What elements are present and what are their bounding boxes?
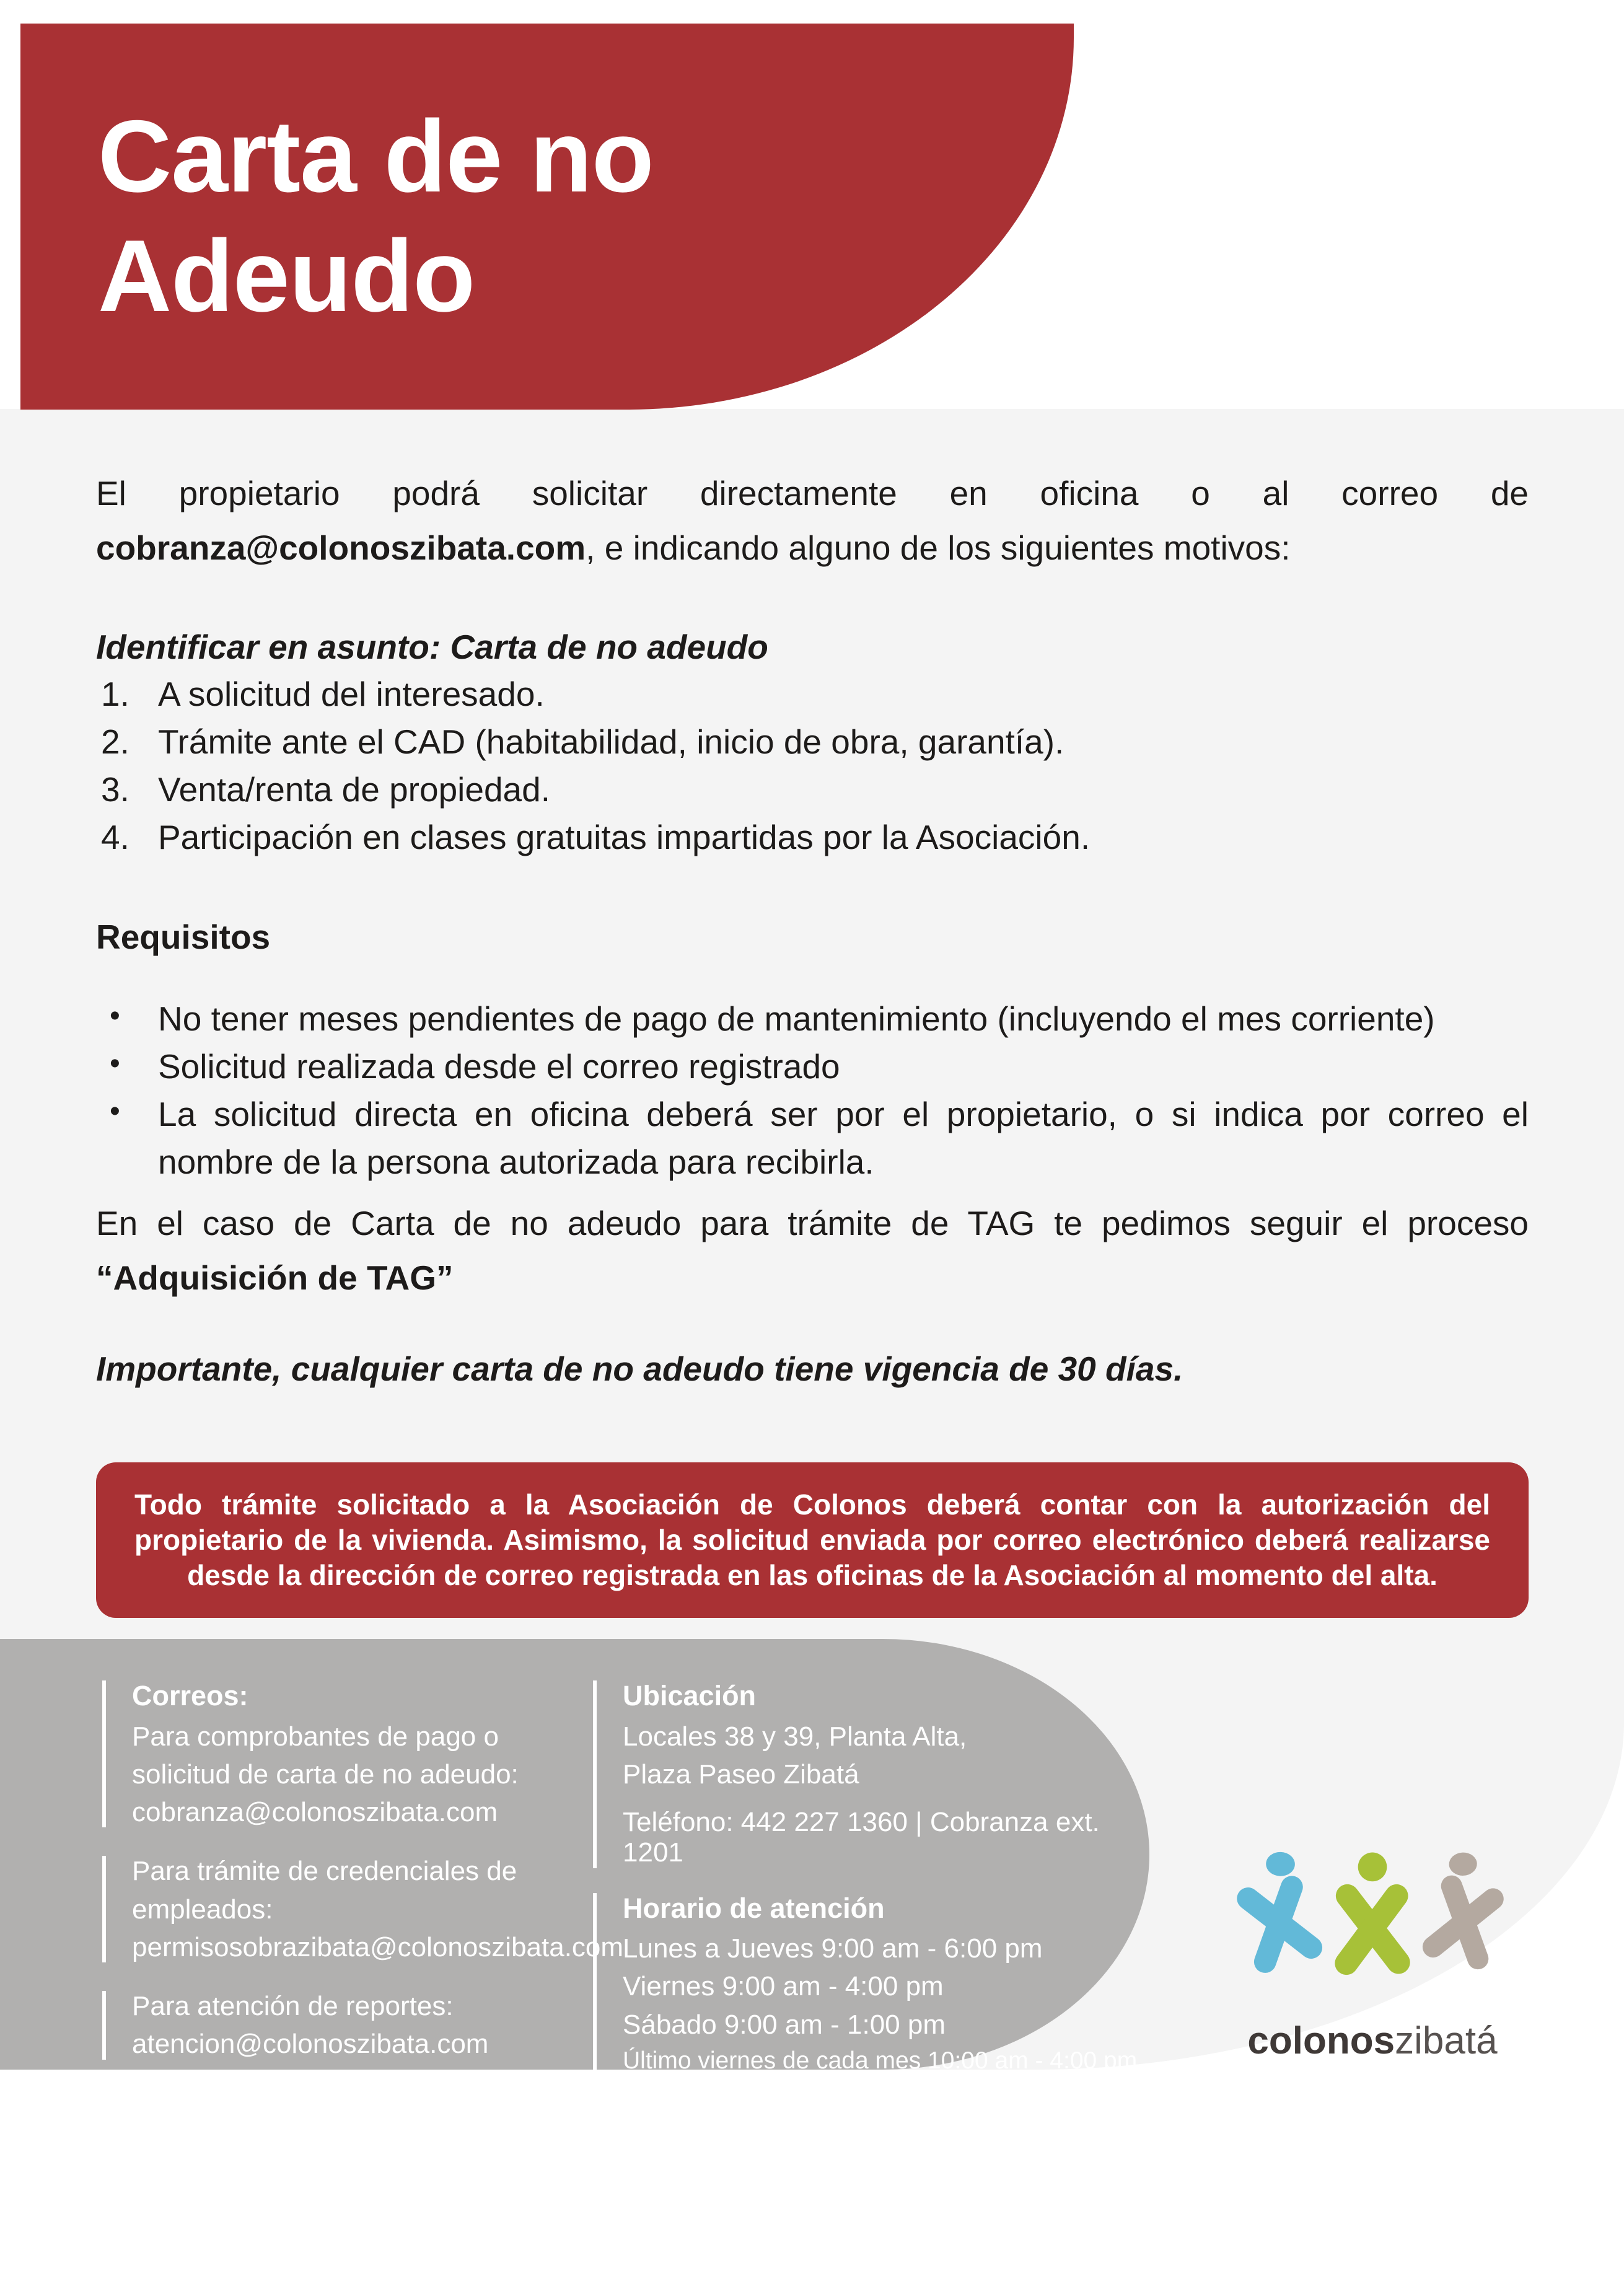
logo-text-colonos: colonos: [1247, 2019, 1395, 2062]
whatsapp-line: App Zibatá: 442 342 1807: [623, 2177, 937, 2208]
logo-figure-blue-icon: [1236, 1844, 1322, 1962]
logo-text-zibata: zibatá: [1395, 2019, 1498, 2062]
motivos-list: [96, 670, 1529, 861]
horario-line: Último viernes de cada mes 10:00 am - 4:00 pm: [623, 2047, 1138, 2074]
motivo-item: Venta/renta de propiedad.: [158, 770, 551, 809]
motivo-item: Trámite ante el CAD (habitabilidad, inicio de obra, garantía).: [158, 723, 1064, 761]
correos-line: mudanza: contacto@colonoszibata.com: [132, 2125, 489, 2187]
intro-paragraph: [96, 466, 1529, 575]
correos-line: Para trámite de credenciales de: [132, 1856, 517, 1887]
header-banner: [20, 24, 1074, 410]
whatsapp-line: Cobranza: 442 680 0364: [623, 2140, 923, 2171]
motivo-item: Participación en clases gratuitas impartidas por la Asociación.: [158, 818, 1091, 856]
tag-bold: “Adquisición de TAG”: [96, 1258, 454, 1297]
importante-line: Importante, cualquier carta de no adeudo tiene vigencia de 30 días.: [96, 1350, 1183, 1388]
correos-line: Para solicitud de autorización de: [132, 2088, 526, 2119]
notice-box: Todo trámite solicitado a la Asociación de Colonos deberá contar con la autorización del propietario de la vivienda. Asimismo, la solicitud enviada por correo electrónico deberá realizarse desde la dirección de correo registrada en las oficinas de la Asociación al momento del alta.: [96, 1462, 1529, 1618]
footer-reportes-section: [102, 1991, 579, 2060]
footer-horario-section: [593, 1893, 1151, 2075]
requisito-item: • No tener meses pendientes de pago de mantenimiento (incluyendo el mes corriente): [96, 995, 1529, 1043]
horario-line: Sábado 9:00 am - 1:00 pm: [623, 2009, 946, 2040]
correos-line: cobranza@colonoszibata.com: [132, 1797, 498, 1828]
logo-figure-taupe-icon: [1423, 1845, 1506, 1960]
intro-text-post: , e indicando alguno de los siguientes motivos:: [586, 529, 1291, 567]
ubicacion-title: Ubicación: [623, 1680, 757, 1711]
logo-figures-icon: [1227, 1834, 1518, 2008]
correos-line: empleados:: [132, 1894, 273, 1925]
requisito-item: • La solicitud directa en oficina deberá ser por el propietario, o si indica por correo el nombre de la persona autorizada para recibirla.: [96, 1091, 1529, 1186]
footer-correos-section: [102, 1680, 579, 1827]
horario-line: Viernes 9:00 am - 4:00 pm: [623, 1971, 944, 2002]
correos-title: Correos:: [132, 1680, 248, 1711]
requisitos-title: Requisitos: [96, 918, 271, 956]
footer-mudanza-section: [102, 2088, 579, 2187]
logo-figure-green-icon: [1346, 1853, 1398, 1964]
correos-line: permisosobrazibata@colonoszibata.com: [132, 1931, 624, 1962]
requisitos-list: [96, 995, 1529, 1186]
horario-title: Horario de atención: [623, 1892, 885, 1924]
whatsapp-title: WhatsApp: [623, 2098, 761, 2130]
footer-credenciales-section: [102, 1856, 624, 1962]
page-title-line1: Carta de no: [98, 99, 654, 213]
intro-text-pre: El propietario podrá solicitar directamente en oficina o al correo de: [96, 474, 1529, 512]
motivo-item: A solicitud del interesado.: [158, 675, 545, 713]
tag-text: En el caso de Carta de no adeudo para trámite de TAG te pedimos seguir el proceso: [96, 1204, 1529, 1242]
correos-line: Para comprobantes de pago o: [132, 1721, 499, 1752]
footer-ubicacion-section: [593, 1680, 1151, 1868]
horario-line: Lunes a Jueves 9:00 am - 6:00 pm: [623, 1933, 1043, 1964]
requisitos-section: [96, 910, 1529, 1186]
ubicacion-line: Locales 38 y 39, Planta Alta,: [623, 1721, 967, 1752]
telefono-line: Teléfono: 442 227 1360 | Cobranza ext. 1201: [623, 1807, 1100, 1868]
tag-paragraph: [96, 1196, 1529, 1305]
whatsapp-line: Comunicación: 442 467 2596: [623, 2215, 978, 2246]
page-title-line2: Adeudo: [98, 219, 475, 333]
footer-info-column: [593, 1680, 1151, 2271]
correos-line: Para atención de reportes:: [132, 1991, 454, 2022]
requisito-item: • Solicitud realizada desde el correo registrado: [96, 1043, 1529, 1091]
ubicacion-line: Plaza Paseo Zibatá: [623, 1759, 859, 1790]
footer-correos-column: [102, 1680, 624, 2215]
correos-line: atencion@colonoszibata.com: [132, 2029, 489, 2060]
correos-line: solicitud de carta de no adeudo:: [132, 1759, 519, 1790]
logo-wordmark: [1199, 2019, 1546, 2063]
footer-whatsapp-section: [593, 2099, 1151, 2246]
intro-email: cobranza@colonoszibata.com: [96, 529, 586, 567]
page-title: [20, 24, 1074, 336]
subject-line: Identificar en asunto: Carta de no adeudo: [96, 628, 768, 666]
brand-logo: [1199, 1834, 1546, 2063]
